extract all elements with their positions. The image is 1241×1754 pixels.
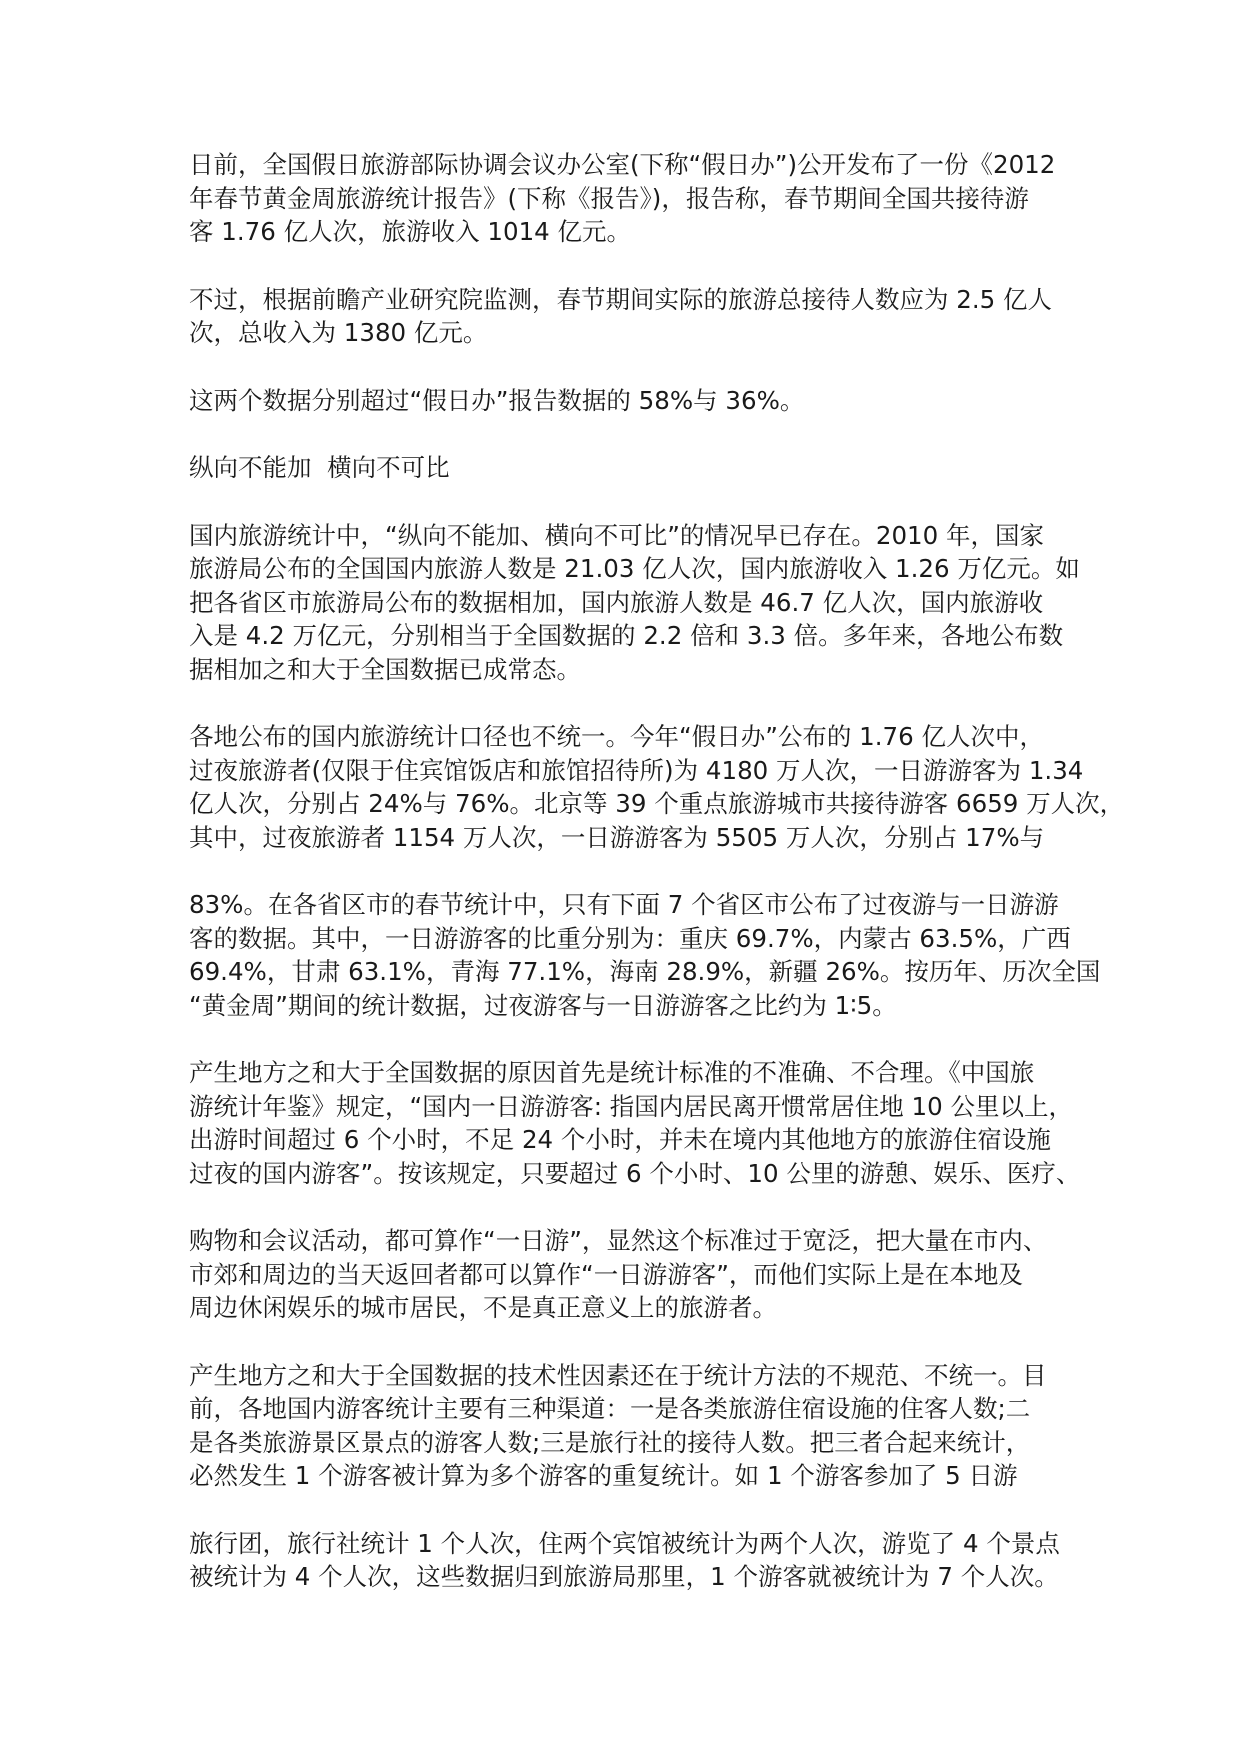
paragraph-gap [189, 1325, 1059, 1359]
text-line: 国内旅游统计中，“纵向不能加、横向不可比”的情况早已存在。2010 年，国家 [189, 520, 1045, 550]
text-line: 次，总收入为 1380 亿元。 [189, 318, 488, 347]
text-line: 据相加之和大于全国数据已成常态。 [189, 654, 581, 684]
paragraph-gap [189, 1190, 1059, 1224]
paragraph-7 [189, 888, 1101, 1022]
paragraph-11 [189, 1527, 1059, 1594]
paragraph-gap [189, 350, 1059, 384]
paragraph-gap [189, 417, 1059, 451]
text-line: 这两个数据分别超过“假日办”报告数据的 58%与 36%。 [189, 385, 805, 415]
text-line: 必然发生 1 个游客被计算为多个游客的重复统计。如 1 个游客参加了 5 日游 [189, 1461, 1018, 1490]
document-page [189, 148, 1125, 1594]
text-line: 产生地方之和大于全国数据的技术性因素还在于统计方法的不规范、不统一。目 [189, 1360, 1047, 1390]
text-line: 69.4%，甘肃 63.1%，青海 77.1%，海南 28.9%，新疆 26%。按历年、历次全国 [189, 957, 1101, 986]
paragraph-1 [189, 148, 1059, 249]
text-line: 出游时间超过 6 个小时，不足 24 个小时，并未在境内其他地方的旅游住宿设施 [189, 1125, 1051, 1154]
text-line: 产生地方之和大于全国数据的原因首先是统计标准的不准确、不合理。《中国旅 [189, 1058, 1035, 1087]
paragraph-gap [189, 1493, 1059, 1527]
text-line: 旅行团，旅行社统计 1 个人次，住两个宾馆被统计为两个人次，游览了 4 个景点 [189, 1528, 1060, 1558]
paragraph-2 [189, 283, 1059, 350]
text-line: 把各省区市旅游局公布的数据相加，国内旅游人数是 46.7 亿人次，国内旅游收 [189, 587, 1044, 617]
paragraph-9 [189, 1224, 1059, 1325]
paragraph-5 [189, 519, 1080, 687]
text-line: 其中，过夜旅游者 1154 万人次，一日游游客为 5505 万人次，分别占 17%与 [189, 822, 1045, 852]
text-line: 游统计年鉴》规定，“国内一日游游客: 指国内居民离开惯常居住地 10 公里以上， [189, 1091, 1073, 1121]
text-line: 各地公布的国内旅游统计口径也不统一。今年“假日办”公布的 1.76 亿人次中， [189, 722, 1045, 751]
section-heading [189, 451, 1059, 485]
paragraph-gap [189, 249, 1059, 283]
text-line: 83%。在各省区市的春节统计中，只有下面 7 个省区市公布了过夜游与一日游游 [189, 890, 1059, 919]
paragraph-8 [189, 1056, 1081, 1190]
paragraph-6 [189, 720, 1125, 854]
text-line: 前，各地国内游客统计主要有三种渠道：一是各类旅游住宿设施的住客人数;二 [189, 1394, 1031, 1423]
text-line: 周边休闲娱乐的城市居民，不是真正意义上的旅游者。 [189, 1293, 777, 1322]
text-line: 日前，全国假日旅游部际协调会议办公室(下称“假日办”)公开发布了一份《2012 [189, 150, 1056, 179]
text-line: 亿人次，分别占 24%与 76%。北京等 39 个重点旅游城市共接待游客 6659 万人次， [189, 789, 1125, 818]
text-line: 客的数据。其中，一日游游客的比重分别为：重庆 69.7%，内蒙古 63.5%，广西 [189, 923, 1071, 953]
paragraph-gap [189, 854, 1059, 888]
heading-text: 纵向不能加 横向不可比 [189, 453, 450, 482]
paragraph-gap [189, 485, 1059, 519]
paragraph-gap [189, 686, 1059, 720]
text-line: 购物和会议活动，都可算作“一日游”，显然这个标准过于宽泛，把大量在市内、 [189, 1226, 1048, 1255]
text-line: 不过，根据前瞻产业研究院监测，春节期间实际的旅游总接待人数应为 2.5 亿人 [189, 284, 1053, 314]
text-line: 旅游局公布的全国国内旅游人数是 21.03 亿人次，国内旅游收入 1.26 万亿元。如 [189, 554, 1080, 583]
text-line: 过夜旅游者(仅限于住宾馆饭店和旅馆招待所)为 4180 万人次，一日游游客为 1.34 [189, 755, 1084, 785]
text-line: 年春节黄金周旅游统计报告》(下称《报告》)，报告称，春节期间全国共接待游 [189, 183, 1029, 213]
text-line: 市郊和周边的当天返回者都可以算作“一日游游客”，而他们实际上是在本地及 [189, 1259, 1023, 1289]
text-line: 过夜的国内游客”。按该规定，只要超过 6 个小时、10 公里的游憩、娱乐、医疗、 [189, 1158, 1081, 1188]
paragraph-10 [189, 1359, 1059, 1493]
text-line: 客 1.76 亿人次，旅游收入 1014 亿元。 [189, 217, 632, 246]
text-line: 是各类旅游景区景点的游客人数;三是旅行社的接待人数。把三者合起来统计， [189, 1427, 1031, 1457]
paragraph-3 [189, 384, 1059, 418]
text-line: “黄金周”期间的统计数据，过夜游客与一日游游客之比约为 1∶5。 [189, 990, 897, 1020]
text-line: 被统计为 4 个人次，这些数据归到旅游局那里，1 个游客就被统计为 7 个人次。 [189, 1562, 1059, 1591]
text-line: 入是 4.2 万亿元，分别相当于全国数据的 2.2 倍和 3.3 倍。多年来，各地公布数 [189, 621, 1064, 650]
paragraph-gap [189, 1022, 1059, 1056]
